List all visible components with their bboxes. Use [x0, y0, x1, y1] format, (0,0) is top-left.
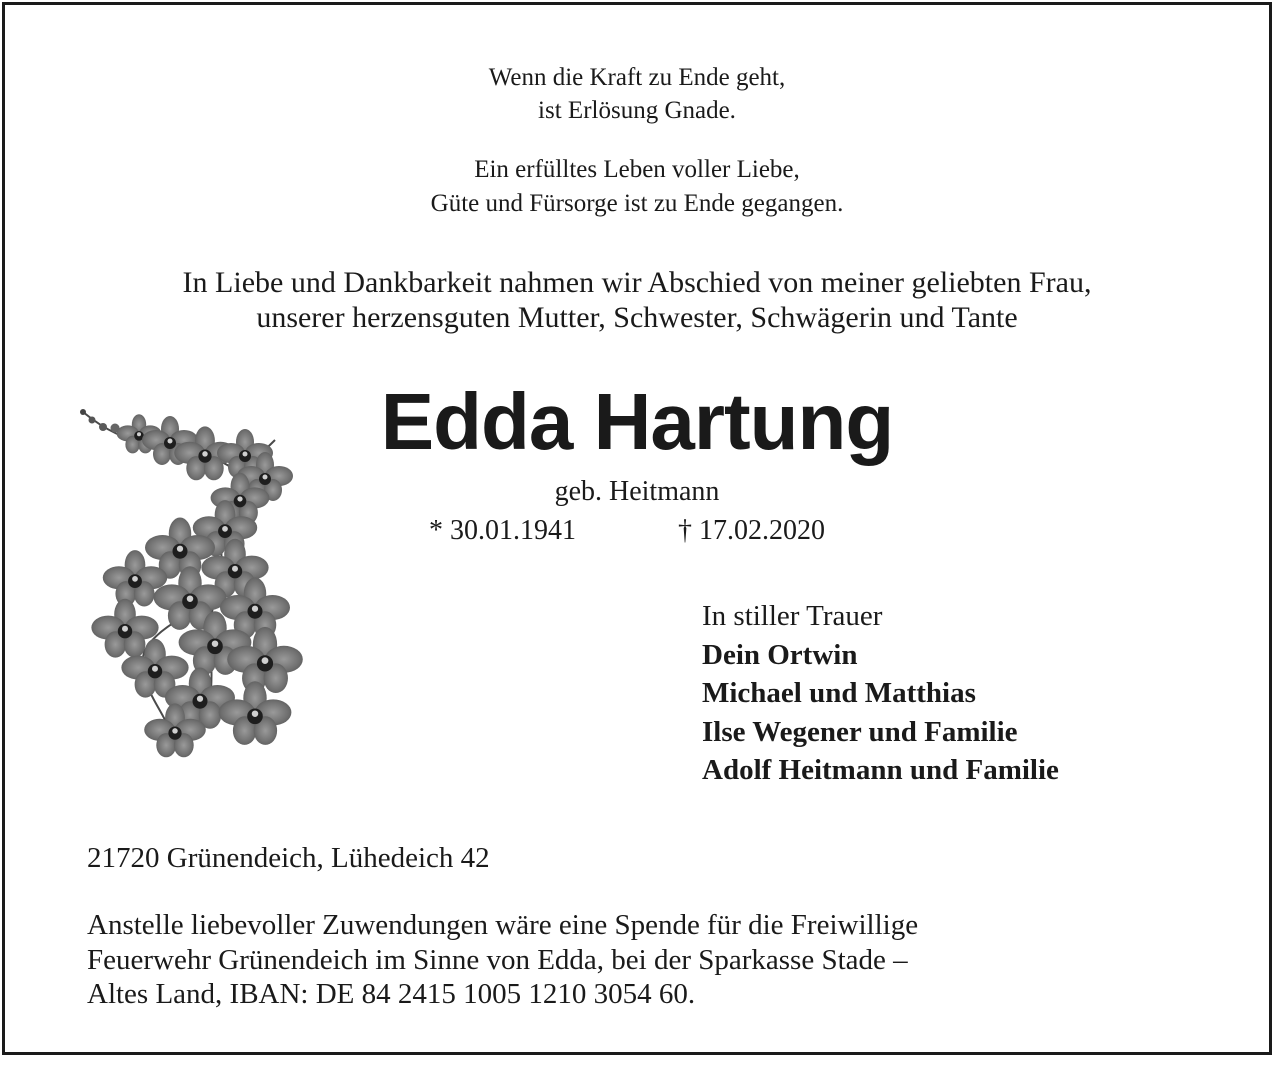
donation-line-1: Anstelle liebevoller Zuwendungen wäre eine Spende für die Freiwillige [87, 909, 919, 941]
verse-line-3: Ein erfülltes Leben voller Liebe, [474, 156, 800, 183]
birth-date: * 30.01.1941 [429, 515, 576, 546]
verse-line-2: ist Erlösung Gnade. [538, 97, 736, 124]
verse-line-1: Wenn die Kraft zu Ende geht, [488, 64, 786, 91]
address: 21720 Grünendeich, Lühedeich 42 [87, 842, 490, 874]
death-date: † 17.02.2020 [678, 515, 825, 546]
obituary-notice [2, 2, 1272, 1055]
mourner-name: Adolf Heitmann und Familie [702, 754, 1059, 786]
donation-note [87, 908, 1187, 1012]
mourner-name: Dein Ortwin [702, 638, 858, 671]
mourner-name: Michael und Matthias [702, 677, 976, 709]
intro-line-1: In Liebe und Dankbarkeit nahmen wir Abschied von meiner geliebten Frau, [182, 266, 1092, 299]
mourner-name: Ilse Wegener und Familie [702, 715, 1018, 748]
donation-line-2: Feuerwehr Grünendeich im Sinne von Edda, bei der Sparkasse Stade – [87, 943, 908, 976]
mourners-block [702, 597, 1059, 790]
intro-line-2: unserer herzensguten Mutter, Schwester, Schwägerin und Tante [256, 301, 1018, 334]
maiden-name: geb. Heitmann [554, 476, 720, 507]
donation-line-3: Altes Land, IBAN: DE 84 2415 1005 1210 3054 60. [87, 978, 696, 1010]
mourners-heading: In stiller Trauer [702, 600, 883, 632]
verse-line-4: Güte und Fürsorge ist zu Ende gegangen. [430, 190, 844, 217]
deceased-name: Edda Hartung [380, 377, 894, 466]
